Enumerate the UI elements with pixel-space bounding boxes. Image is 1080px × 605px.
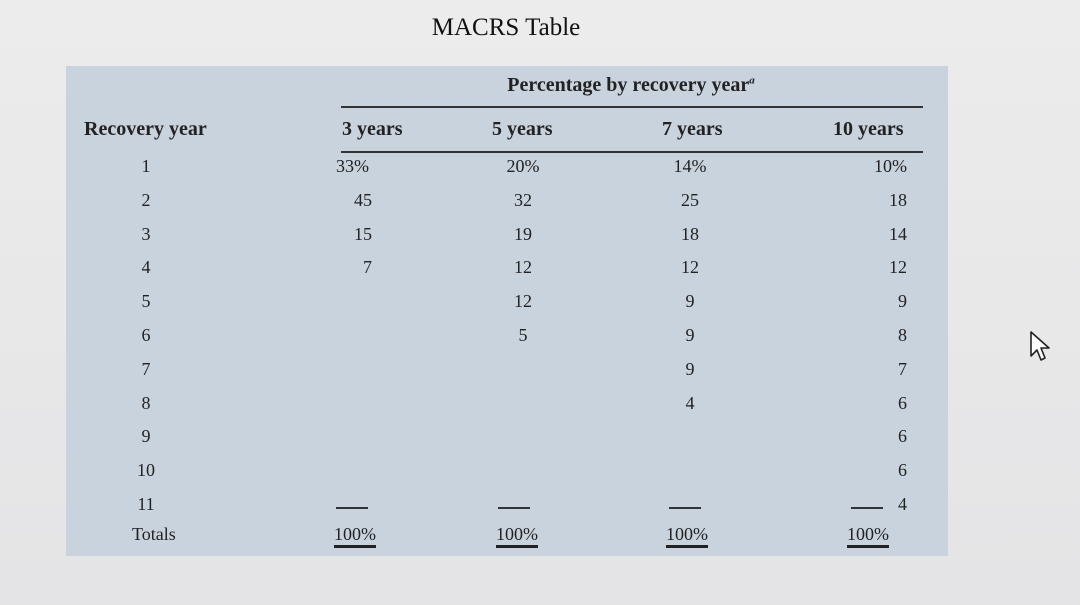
cell-7-years: 9 <box>685 325 695 345</box>
sum-line-7-years <box>669 507 701 509</box>
table-row <box>66 325 948 355</box>
cell-10-years: 14 <box>889 223 907 244</box>
cell-7-years: 9 <box>685 291 695 312</box>
cell-recovery-year: 11 <box>137 494 155 514</box>
cell-10-years: 6 <box>898 392 907 413</box>
sum-line-10-years <box>851 507 883 509</box>
header-3-years: 3 years <box>342 118 403 140</box>
totals-label: Totals <box>132 524 176 544</box>
cell-recovery-year: 3 <box>141 223 151 244</box>
cell-7-years: 9 <box>685 358 695 379</box>
table-row <box>66 393 948 423</box>
cell-7-years: 25 <box>681 189 699 210</box>
header-10-years: 10 years <box>833 118 904 140</box>
cell-recovery-year: 4 <box>141 257 151 278</box>
table-row <box>66 494 948 524</box>
header-rule-bottom <box>341 151 923 153</box>
group-header-footnote-mark: a <box>749 74 755 87</box>
cell-5-years: 32 <box>514 189 532 210</box>
cell-recovery-year: 10 <box>137 460 155 481</box>
cell-3-years: 45 <box>354 189 372 210</box>
header-recovery-year: Recovery year <box>84 118 207 140</box>
cell-7-years: 4 <box>685 392 695 413</box>
cell-10-years: 10% <box>874 156 907 176</box>
total-5-years: 100% <box>496 524 538 548</box>
table-row <box>66 190 948 220</box>
cell-10-years: 4 <box>898 494 907 514</box>
cell-3-years: 7 <box>363 257 372 278</box>
macrs-table <box>66 66 948 556</box>
cell-recovery-year: 2 <box>141 189 151 210</box>
cell-5-years: 20% <box>506 156 540 176</box>
cell-recovery-year: 7 <box>141 358 151 379</box>
table-row <box>66 460 948 490</box>
sum-line-3-years <box>336 507 368 509</box>
cell-10-years: 9 <box>898 291 907 312</box>
cell-3-years: 33% <box>336 156 369 176</box>
total-7-years: 100% <box>666 524 708 548</box>
cell-5-years: 19 <box>514 223 532 244</box>
cell-recovery-year: 1 <box>141 156 151 176</box>
cell-10-years: 18 <box>889 189 907 210</box>
table-row <box>66 257 948 287</box>
cell-3-years: 15 <box>354 223 372 244</box>
sum-line-5-years <box>498 507 530 509</box>
cell-10-years: 6 <box>898 426 907 447</box>
cell-10-years: 6 <box>898 460 907 481</box>
cell-5-years: 5 <box>518 325 528 345</box>
group-header-text: Percentage by recovery year <box>507 74 750 96</box>
cell-recovery-year: 5 <box>141 291 151 312</box>
cell-7-years: 14% <box>673 156 707 176</box>
table-row <box>66 224 948 254</box>
total-3-years: 100% <box>334 524 376 548</box>
table-row <box>66 291 948 321</box>
cell-5-years: 12 <box>514 257 532 278</box>
header-7-years: 7 years <box>662 118 723 140</box>
header-rule-top <box>341 106 923 108</box>
cell-7-years: 12 <box>681 257 699 278</box>
cell-10-years: 8 <box>898 325 907 345</box>
page-title: MACRS Table <box>431 14 581 41</box>
mouse-pointer-icon <box>1028 330 1054 364</box>
cell-recovery-year: 6 <box>141 325 151 345</box>
table-row <box>66 156 948 186</box>
cell-recovery-year: 8 <box>141 392 151 413</box>
cell-10-years: 7 <box>898 358 907 379</box>
table-row <box>66 426 948 456</box>
cell-10-years: 12 <box>889 257 907 278</box>
group-header <box>338 74 924 97</box>
header-5-years: 5 years <box>492 118 553 140</box>
cell-recovery-year: 9 <box>141 426 151 447</box>
total-10-years: 100% <box>847 524 889 548</box>
cell-7-years: 18 <box>681 223 699 244</box>
table-row <box>66 359 948 389</box>
cell-5-years: 12 <box>514 291 532 312</box>
